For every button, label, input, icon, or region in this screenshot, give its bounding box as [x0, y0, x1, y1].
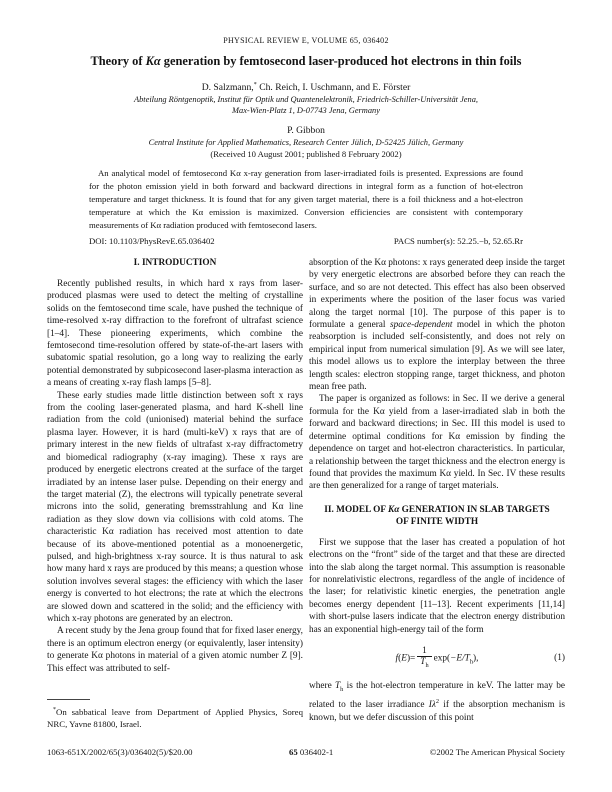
equation-1: f(E)= $\frac{1}{T_h}$ $\exp(-E/T_h)$, (1)	[395, 645, 565, 669]
title-kalpha: Kα	[145, 54, 161, 68]
left-column	[47, 257, 303, 675]
footnote-text: On sabbatical leave from Department of Applied Physics, Soreq NRC, Yavne 81800, Israel.	[47, 706, 303, 729]
doi-pacs-row	[89, 236, 523, 246]
section-heading-model: II. MODEL OF Kα GENERATION IN SLAB TARGETS OF FINITE WIDTH	[324, 504, 550, 527]
abstract: An analytical model of femtosecond Kα x-ray generation from laser-irradiated foils is presented. Expressions are found for the photon emission yield in both forward and backward directions in integral form as a function of hot-electron temperature and target thickness. It is found that for any given target material, there is a foil thickness and a hot-electron temperature at which the Kα emission is maximized. Conversion efficiencies are consistent with contemporary measurements of Kα radiation produced with femtosecond lasers.	[89, 168, 523, 230]
author-names-rest: Ch. Reich, I. Uschmann, and E. Förster	[256, 82, 411, 94]
doi: DOI: 10.1103/PhysRevE.65.036402	[89, 236, 215, 246]
fraction: $\frac{1}{T_h}$	[417, 646, 431, 671]
footer-issn-code: 1063-651X/2002/65(3)/036402(5)/$20.00	[47, 747, 193, 757]
title-text-post: generation by femtosecond laser-produced hot electrons in thin foils	[160, 54, 522, 68]
authors-line	[0, 81, 612, 93]
footnote-rule	[47, 699, 90, 700]
footnote-marker: *	[53, 707, 56, 713]
received-line: (Received 10 August 2001; published 8 February 2002)	[210, 149, 402, 159]
intro-paragraph-1: Recently published results, in which hard x rays from laser-produced plasmas were used to detect the melting of crystalline solids on the femtosecond time scale, have pushed the technique of time-resolved x-ray diffraction to the forefront of ultrafast science [1–4]. These pioneering experiments, which combine the femtosecond time-resolution offered by state-of-the-art lasers with subatomic spatial resolution, go a long way to realizing the early potential demonstrated by subpicosecond laser-plasma interaction as a means of creating x-ray flash lamps [5–8].	[47, 279, 303, 389]
affiliation-1-line-1: Abteilung Röntgenoptik, Institut für Optik und Quantenelektronik, Friedrich-Schiller-Universität Jena,	[134, 95, 478, 104]
author-2: P. Gibbon	[287, 125, 325, 136]
heading-kalpha: Kα	[388, 504, 400, 515]
author-names: D. Salzmann,	[201, 82, 254, 94]
continuation-paragraph: absorption of the Kα photons: x rays generated deep inside the target by very energetic electrons are absorbed before they can reach the surface, and so are not detected. This effect has also been observed in experiments where the position of the laser focus was varied along the target normal [10]. The purpose of this paper is to formulate a general space-dependent model in which the photon reabsorption is included self-consistently, and does not rely on empirical input from numerical simulation [9]. As we will see later, this model allows us to explore the interplay between the three length scales: electron stopping range, target thickness, and photon mean free path.	[309, 258, 566, 393]
model-paragraph-1: First we suppose that the laser has created a population of hot electrons on the “front” side of the target and that these are directed into the slab along the target normal. This assumption is reasonable for nonrelativistic electrons, regardless of the angle of incidence of the laser; for relativistic kinetic energies, the penetration angle becomes energy dependent [11–13]. Recent experiments [11,14] with short-pulse lasers indicate that the electron energy distribution has an exponential high-energy tail of the form	[309, 537, 565, 635]
footer-volume: 65	[289, 747, 298, 757]
space-dependent-emphasis: space-dependent	[389, 320, 453, 331]
affiliation-2: Central Institute for Applied Mathematics, Research Center Jülich, D-52425 Jülich, Germany	[148, 138, 464, 147]
organization-paragraph: The paper is organized as follows: in Sec. II we derive a general formula for the Kα yield from a laser-irradiated slab in both the forward and backward directions; in Sec. III this model is used to determine optimal conditions for Kα emission by finding the dependence on target and hot-electron characteristics. In particular, a relationship between the target thickness and the electron energy is found that provides the maximum Kα yield. In Sec. IV these results are then generalized for a range of target materials.	[309, 394, 565, 492]
right-column	[309, 257, 565, 724]
model-paragraph-2: where $T_h$ is the hot-electron temperature in keV. The latter may be related to the laser irradiance $I\lambda^2$ if the absorption mechanism is known, but we defer discussion of this point	[309, 680, 565, 723]
paper-title	[55, 54, 557, 68]
section-heading-introduction: I. INTRODUCTION	[133, 258, 217, 268]
footer-copyright: ©2002 The American Physical Society	[429, 747, 565, 757]
affiliation-1	[40, 94, 572, 116]
equation-number: (1)	[554, 653, 565, 664]
pacs-numbers: PACS number(s): 52.25.−b, 52.65.Rr	[393, 236, 523, 246]
affiliation-1-line-2: Max-Wien-Platz 1, D-07743 Jena, Germany	[232, 106, 380, 115]
author-footnote-marker: *	[253, 81, 257, 88]
author-footnote	[47, 699, 303, 731]
title-text-pre: Theory of	[90, 54, 146, 68]
intro-paragraph-2: These early studies made little distinction between soft x rays from the cooling laser-generated plasma, and hard K-shell line radiation from the cold (unionised) material behind the surface plasma layer. However, it is hard (multi-keV) x rays that are of primary interest in the new fields of ultrafast x-ray diffractometry and biomedical radiography (x-ray imaging). These x rays are produced by energetic electrons created at the surface of the target irradiated by an intense laser pulse. Depending on their energy and the target material (Z), the electrons will typically penetrate several microns into the solid, generating bremsstrahlung and Kα line radiation as they slow down via collisions with cold atoms. The characteristic Kα radiation has received most attention to date because of its above-mentioned potential as a monoenergetic, pulsed, and high-brightness x-ray source. It is thus natural to ask how many hard x rays are produced by this means; a question whose solution involves several stages: the efficiency with which the laser energy is converted to hot electrons; the rate at which the electrons are slowed down and scattered in the solid; and the efficiency with which x-ray photons are generated by an electron.	[47, 390, 303, 624]
page-footer	[47, 747, 565, 757]
intro-paragraph-3: A recent study by the Jena group found that for fixed laser energy, there is an optimum electron energy (or equivalently, laser intensity) to generate Kα photons in material of a given atomic number Z [9]. This effect was attributed to self-	[47, 626, 303, 674]
footer-page-number: 65 036402-1	[289, 747, 334, 757]
journal-header: PHYSICAL REVIEW E, VOLUME 65, 036402	[223, 36, 389, 45]
